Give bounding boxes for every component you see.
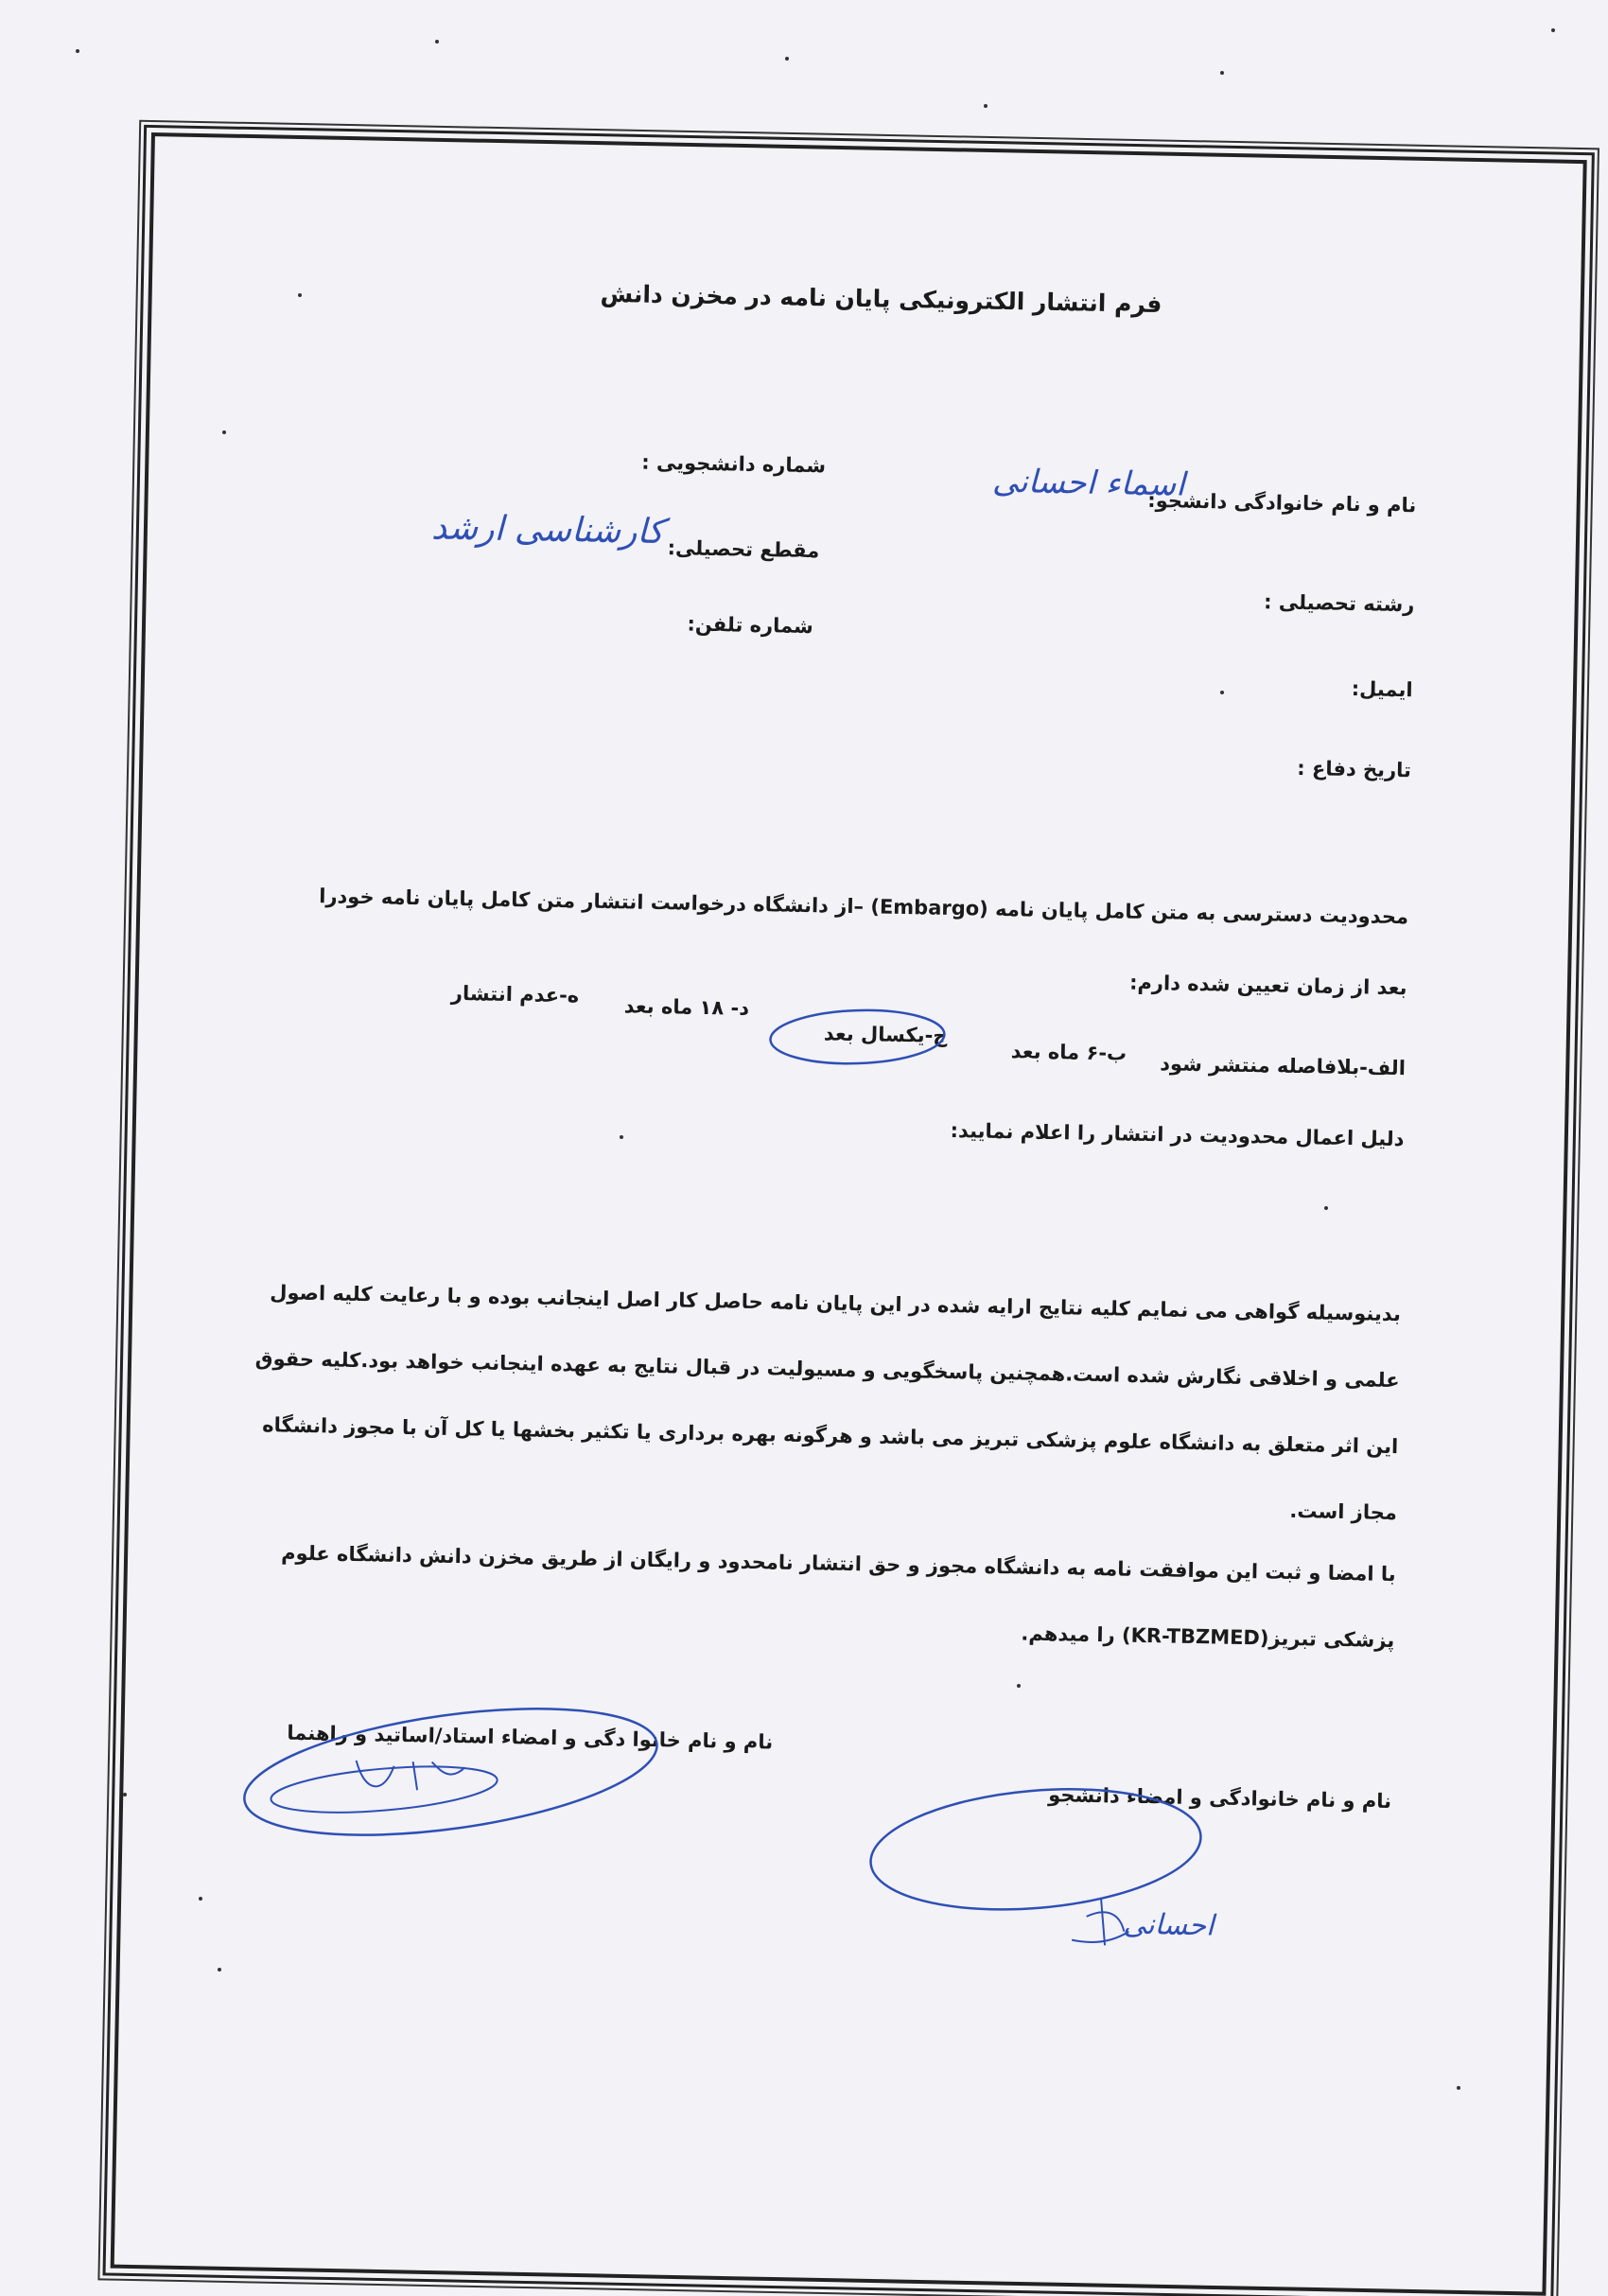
declaration-line-5: با امضا و ثبت این موافقت نامه به دانشگاه مجوز و حق انتشار نامحدود و رایگان از طریق مخزن دانش دانشگاه علوم: [281, 1541, 1396, 1586]
student-name-label: نام و نام خانوادگی دانشجو:: [1147, 488, 1417, 517]
scan-speck: [123, 1793, 127, 1796]
embargo-line-2: بعد از زمان تعیین شده دارم:: [1128, 971, 1407, 1000]
scan-speck: [1220, 691, 1224, 694]
embargo-option-e: ه-عدم انتشار: [450, 981, 580, 1008]
declaration-line-2: علمی و اخلاقی نگارش شده است.همچنین پاسخگویی و مسیولیت در قبال نتایج به عهده اینجانب خواهد بود.کلیه حقوق: [254, 1346, 1400, 1393]
embargo-option-d: د- ۱۸ ماه بعد: [623, 994, 750, 1020]
scan-speck: [76, 49, 79, 53]
student-signature-scribble: [864, 1770, 1208, 1947]
declaration-line-1: بدینوسیله گواهی می نمایم کلیه نتایج ارایه شده در این پایان نامه حاصل کار اصل اینجانب بوده و با رعایت کلیه اصول: [270, 1281, 1402, 1326]
scan-speck: [1017, 1684, 1021, 1688]
scan-speck: [435, 40, 439, 44]
scan-speck: [984, 104, 988, 108]
advisor-signature-scribble: [235, 1679, 667, 1865]
scan-speck: [1457, 2086, 1460, 2090]
scan-speck: [1551, 28, 1555, 32]
declaration-line-4: مجاز است.: [1289, 1499, 1398, 1525]
defense-date-label: تاریخ دفاع :: [1297, 756, 1412, 782]
form-title: فرم انتشار الکترونیکی پایان نامه در مخزن دانش: [600, 279, 1162, 319]
scan-speck: [785, 57, 789, 61]
scan-speck: [1220, 71, 1224, 75]
degree-handwritten: کارشناسی ارشد: [430, 508, 665, 552]
phone-label: شماره تلفن:: [687, 612, 813, 639]
scan-speck: [620, 1135, 623, 1139]
declaration-line-6: پزشکی تبریز(KR-TBZMED) را میدهم.: [1021, 1621, 1395, 1653]
degree-label: مقطع تحصیلی:: [667, 536, 820, 563]
scan-speck: [1324, 1206, 1328, 1210]
embargo-option-a: الف-بلافاصله منتشر شود: [1160, 1052, 1407, 1080]
student-name-handwritten: اسماء احسانی: [991, 462, 1186, 504]
email-label: ایمیل:: [1351, 677, 1413, 702]
student-handwritten-surname: احسانی: [1122, 1907, 1215, 1943]
embargo-option-b: ب-۶ ماه بعد: [1010, 1040, 1127, 1065]
declaration-line-3: این اثر متعلق به دانشگاه علوم پزشکی تبریز می باشد و هرگونه بهره برداری یا تکثیر بخشها یا کل آن با مجوز دانشگاه: [262, 1413, 1399, 1459]
scan-speck: [199, 1897, 202, 1901]
student-signature-label: نام و نام خانوادگی و امضاء دانشجو: [1047, 1783, 1392, 1814]
embargo-option-c-selected: ج-یکسال بعد: [823, 1022, 948, 1047]
scan-speck: [298, 293, 302, 297]
embargo-line-1: محدودیت دسترسی به متن کامل پایان نامه (Embargo) –از دانشگاه درخواست انتشار متن کامل پایان نامه خودرا: [319, 885, 1409, 929]
selected-option-circle: [770, 1008, 946, 1066]
major-label: رشته تحصیلی :: [1263, 590, 1415, 617]
advisor-signature-label: نام و نام خانوا دگی و امضاء استاد/اساتید و راهنما: [287, 1721, 774, 1754]
scan-speck: [222, 430, 226, 434]
student-number-label: شماره دانشجویی :: [641, 450, 827, 478]
embargo-reason-label: دلیل اعمال محدودیت در انتشار را اعلام نمایید:: [950, 1118, 1405, 1151]
scan-speck: [218, 1968, 221, 1972]
